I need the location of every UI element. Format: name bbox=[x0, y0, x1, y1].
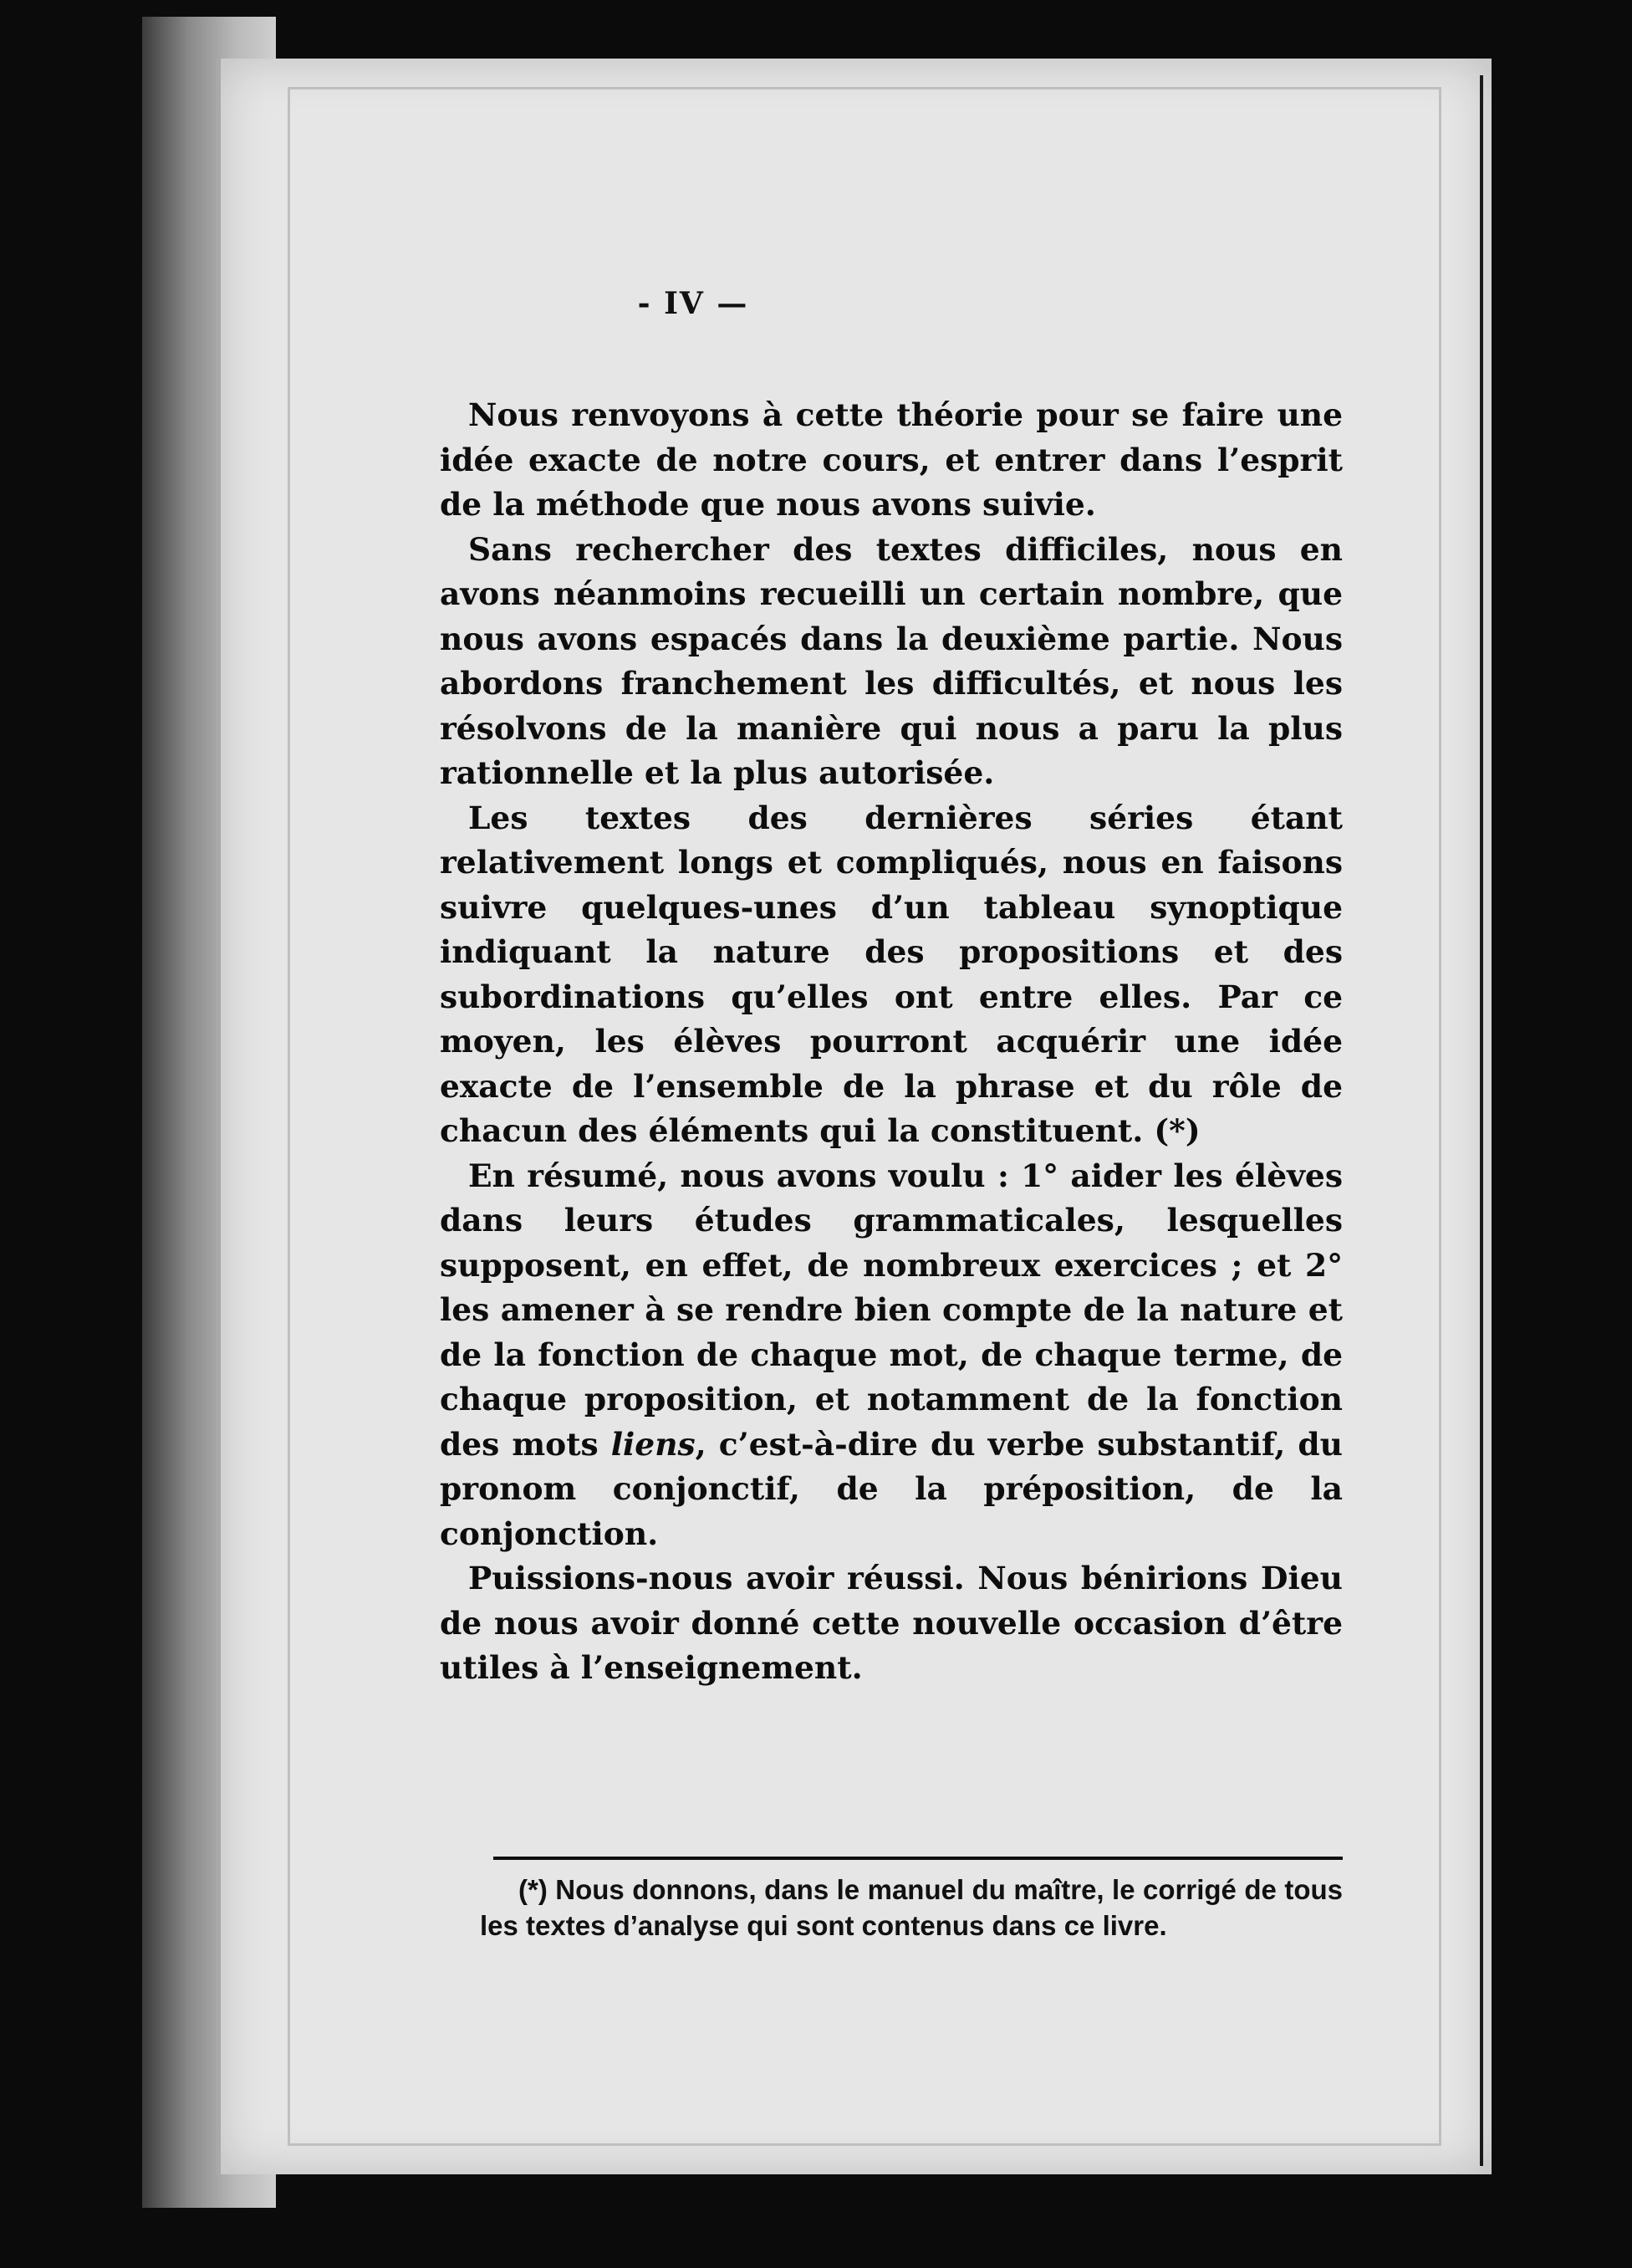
paragraph-4 bbox=[440, 1154, 1343, 1557]
footnote: (*) Nous donnons, dans le manuel du maître, le corrigé de tous les textes d’analyse qui sont contenus dans ce livre. bbox=[480, 1874, 1343, 1941]
page-number: - IV — bbox=[637, 286, 749, 321]
footnote-rule bbox=[493, 1857, 1343, 1860]
paragraph-1-text: Nous renvoyons à cette théorie pour se faire une idée exacte de notre cours, et entrer dans l’esprit de la méthode que nous avons suivie. bbox=[440, 396, 1343, 523]
book-page bbox=[216, 59, 1492, 2174]
paragraph-5 bbox=[440, 1556, 1343, 1691]
paragraph-4-text-end: , c’est-à-dire du verbe substantif, du pronom conjonctif, de la préposition, de la conjonction. bbox=[440, 1425, 1343, 1552]
paragraph-5-text: Puissions-nous avoir réussi. Nous bénirions Dieu de nous avoir donné cette nouvelle occasion d’être utiles à l’enseignement. bbox=[440, 1560, 1343, 1686]
paragraph-1 bbox=[440, 393, 1343, 528]
paragraph-3 bbox=[440, 796, 1343, 1154]
body-text bbox=[440, 393, 1343, 1691]
italic-term-liens: liens bbox=[610, 1425, 696, 1463]
page-fold-line bbox=[1480, 75, 1483, 2166]
paragraph-4-text-start: En résumé, nous avons voulu : 1° aider les élèves dans leurs études grammaticales, lesquelles supposent, en effet, de nombreux exercices ; et 2° les amener à se rendre bien compte de la nature et de la fonction de chaque mot, de chaque terme, de chaque proposition, et notamment de la fonction des mots bbox=[440, 1157, 1343, 1463]
paragraph-2 bbox=[440, 528, 1343, 796]
right-dark-band bbox=[1487, 0, 1632, 2268]
paragraph-2-text: Sans rechercher des textes difficiles, nous en avons néanmoins recueilli un certain nombre, que nous avons espacés dans la deuxième partie. Nous abordons franchement les difficultés, et nous les résolvons de la manière qui nous a paru la plus rationnelle et la plus autorisée. bbox=[440, 530, 1343, 791]
paragraph-3-text: Les textes des dernières séries étant relativement longs et compliqués, nous en faisons suivre quelques-unes d’un tableau synoptique indiquant la nature des propositions et des subordinations qu’elles ont entre elles. Par ce moyen, les élèves pourront acquérir une idée exacte de l’ensemble de la phrase et du rôle de chacun des éléments qui la constituent. (*) bbox=[440, 799, 1343, 1149]
